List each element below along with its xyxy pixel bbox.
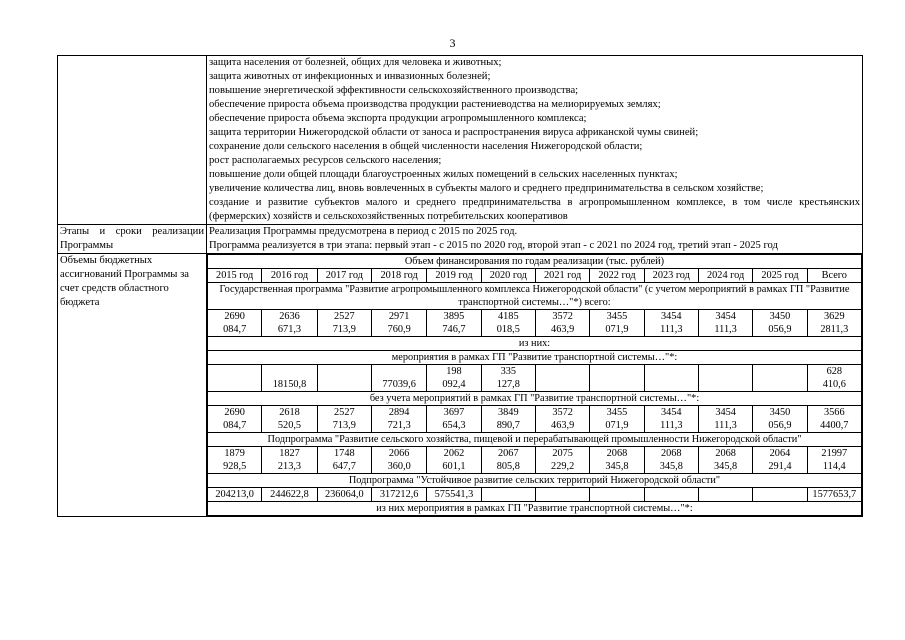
subprogram-2-title: Подпрограмма "Устойчивое развитие сельских территорий Нижегородской области" [208, 474, 862, 488]
value-line: 084,7 [223, 324, 247, 335]
value-line: 2062 [443, 448, 465, 459]
value-line: 3450 [769, 407, 791, 418]
value-line [590, 365, 643, 378]
years-row [208, 269, 862, 283]
value-line [536, 378, 589, 391]
value-line: 127,8 [496, 379, 520, 390]
value-cell [317, 310, 371, 337]
value-line: 2636 [279, 311, 300, 322]
value-line: 760,9 [387, 324, 411, 335]
stages-line-2: Программа реализуется в три этапа: первый этап - с 2015 по 2020 год, второй этап - с 2021 по 2024 год, третий этап - 2025 год [209, 240, 778, 251]
value-cell [262, 365, 317, 392]
value-line: 77039,6 [382, 379, 416, 390]
value-line: 2618 [279, 407, 300, 418]
value-line: 520,5 [277, 420, 302, 431]
value-line: 601,1 [442, 461, 466, 472]
value-line: 2068 [606, 448, 628, 459]
value-line: 3572 [552, 311, 573, 322]
goal-item: защита населения от болезней, общих для человека и животных; [209, 57, 502, 68]
value-line [753, 378, 806, 391]
value-cell: 575541,3 [427, 488, 481, 502]
value-cell [644, 310, 698, 337]
value-cell [698, 447, 752, 474]
value-line: 18150,8 [272, 379, 307, 390]
value-line: 3895 [443, 311, 465, 322]
goal-item: увеличение количества лиц, вновь вовлеченных в субъекты малого и среднего предпринимательства в сельском хозяйстве; [209, 183, 764, 194]
transport-title: мероприятия в рамках ГП "Развитие транспортной системы…"*: [208, 351, 862, 365]
value-line: 2527 [334, 407, 355, 418]
value-line [208, 378, 261, 391]
value-line: 291,4 [768, 461, 792, 472]
value-line: 3455 [606, 407, 628, 418]
value-line: 805,8 [496, 461, 520, 472]
value-line: 713,9 [332, 420, 356, 431]
value-cell [644, 406, 698, 433]
value-cell [590, 447, 644, 474]
value-line: 345,8 [659, 461, 683, 472]
value-cell [753, 365, 807, 392]
value-line: 198 [446, 366, 462, 377]
value-cell [317, 365, 371, 392]
value-line [318, 378, 371, 391]
stages-line-1: Реализация Программы предусмотрена в период с 2015 по 2025 год. [209, 226, 518, 237]
value-cell [698, 406, 752, 433]
value-cell [698, 365, 752, 392]
value-cell [644, 488, 698, 502]
value-cell [535, 365, 589, 392]
value-cell [535, 447, 589, 474]
value-cell [753, 447, 807, 474]
value-cell [807, 310, 861, 337]
stages-row [58, 225, 863, 254]
value-cell [427, 365, 481, 392]
value-cell: 236064,0 [317, 488, 371, 502]
value-line: 092,4 [442, 379, 466, 390]
year-header: 2022 год [590, 269, 644, 283]
year-header: Всего [807, 269, 861, 283]
value-line: 071,9 [605, 420, 629, 431]
value-cell: 204213,0 [208, 488, 262, 502]
value-cell [535, 488, 589, 502]
value-line: 335 [500, 366, 517, 377]
value-cell [427, 447, 481, 474]
value-line: 1827 [279, 448, 300, 459]
financing-table [207, 254, 862, 516]
value-line: 3697 [443, 407, 465, 418]
value-line [536, 365, 589, 378]
value-line: 713,9 [332, 324, 356, 335]
value-cell: 317212,6 [371, 488, 426, 502]
value-line: 4185 [498, 311, 519, 322]
value-cell [753, 310, 807, 337]
value-line: 345,8 [714, 461, 738, 472]
value-cell [262, 447, 317, 474]
value-line [699, 378, 752, 391]
value-cell [371, 406, 426, 433]
value-line: 114,4 [822, 461, 846, 472]
value-cell [753, 406, 807, 433]
financing-header: Объем финансирования по годам реализации (тыс. рублей) [208, 255, 862, 269]
value-line: 463,9 [551, 420, 575, 431]
stages-cell [207, 225, 863, 254]
value-line: 746,7 [442, 324, 466, 335]
value-cell [371, 447, 426, 474]
value-line: 2527 [334, 311, 355, 322]
value-cell [590, 365, 644, 392]
value-cell [317, 447, 371, 474]
year-header: 2016 год [262, 269, 317, 283]
of-which-label: из них: [208, 337, 862, 351]
value-line: 229,2 [551, 461, 575, 472]
value-line: 2068 [660, 448, 682, 459]
value-cell [371, 365, 426, 392]
value-line: 654,3 [442, 420, 466, 431]
goal-item: повышение доли общей площади благоустроенных жилых помещений в сельских населенных пунктах; [209, 169, 678, 180]
page-number: 3 [449, 36, 456, 50]
value-line: 2811,3 [820, 324, 849, 335]
value-line: 2068 [715, 448, 736, 459]
budget-cell [207, 254, 863, 517]
value-cell [481, 488, 535, 502]
value-line [645, 378, 698, 391]
goals-label-cell [58, 56, 207, 225]
value-line [372, 365, 426, 378]
value-cell [590, 406, 644, 433]
value-line: 3454 [715, 407, 736, 418]
budget-row [58, 254, 863, 517]
value-line [208, 365, 261, 378]
value-cell [481, 447, 535, 474]
year-header: 2023 год [644, 269, 698, 283]
value-line: 345,8 [605, 461, 629, 472]
goal-item: защита животных от инфекционных и инвазионных болезней; [209, 71, 491, 82]
value-line: 2066 [388, 448, 410, 459]
value-cell [481, 406, 535, 433]
value-line [645, 365, 698, 378]
without-transport-values-row [208, 406, 862, 433]
value-line [699, 365, 752, 378]
value-cell [262, 406, 317, 433]
subprogram-2-transport-title: из них мероприятия в рамках ГП "Развитие транспортной системы…"*: [208, 502, 862, 516]
value-line: 3849 [498, 407, 519, 418]
value-line: 056,9 [768, 324, 792, 335]
value-line: 360,0 [387, 461, 411, 472]
value-line [753, 365, 806, 378]
value-line: 928,5 [223, 461, 247, 472]
value-cell [807, 406, 861, 433]
value-cell [590, 488, 644, 502]
value-line: 3454 [660, 407, 682, 418]
value-line: 3454 [660, 311, 682, 322]
year-header: 2024 год [698, 269, 752, 283]
value-line: 018,5 [496, 324, 520, 335]
stages-label: Этапы и сроки реализации Программы [58, 225, 207, 254]
value-cell [371, 310, 426, 337]
value-cell [208, 310, 262, 337]
value-cell [208, 365, 262, 392]
value-line: 671,3 [277, 324, 302, 335]
value-line: 890,7 [496, 420, 520, 431]
value-cell [208, 447, 262, 474]
passport-table [57, 55, 863, 517]
value-line: 213,3 [277, 461, 302, 472]
value-line: 2894 [388, 407, 410, 418]
value-cell [590, 310, 644, 337]
value-cell: 1577653,7 [807, 488, 861, 502]
gp-title: Государственная программа "Развитие агропромышленного комплекса Нижегородской области" (с учетом мероприятий в рамках ГП "Развитие транспортной системы…"*) всего: [208, 283, 862, 310]
value-line: 1879 [224, 448, 245, 459]
value-line: 111,3 [714, 324, 737, 335]
goals-cell [207, 56, 863, 225]
value-line: 2690 [224, 311, 245, 322]
value-cell [535, 406, 589, 433]
budget-label: Объемы бюджетных ассигнований Программы за счет средств областного бюджета [58, 254, 207, 517]
value-line: 111,3 [660, 420, 683, 431]
value-cell [208, 406, 262, 433]
transport-values-row [208, 365, 862, 392]
value-line: 3572 [552, 407, 573, 418]
value-line: 071,9 [605, 324, 629, 335]
value-cell [317, 406, 371, 433]
value-line: 2075 [552, 448, 573, 459]
value-line: 1748 [334, 448, 355, 459]
goal-item: обеспечение прироста объема производства продукции растениеводства на мелиорируемых землях; [209, 99, 661, 110]
year-header: 2017 год [317, 269, 371, 283]
value-line [318, 365, 371, 378]
value-line: 4400,7 [820, 420, 849, 431]
value-cell [262, 310, 317, 337]
value-line: 2971 [388, 311, 410, 322]
value-line: 21997 [821, 448, 848, 459]
goal-item: обеспечение прироста объема экспорта продукции агропромышленного комплекса; [209, 113, 587, 124]
year-header: 2015 год [208, 269, 262, 283]
value-cell [481, 310, 535, 337]
value-cell [698, 488, 752, 502]
value-cell [753, 488, 807, 502]
value-line: 111,3 [714, 420, 737, 431]
goal-item: защита территории Нижегородской области от заноса и распространения вируса африканской чумы свиней; [209, 127, 699, 138]
value-cell [807, 447, 861, 474]
value-line: 3454 [715, 311, 736, 322]
without-transport-title: без учета мероприятий в рамках ГП "Развитие транспортной системы…"*: [208, 392, 862, 406]
value-cell [481, 365, 535, 392]
value-cell [535, 310, 589, 337]
value-line: 3566 [824, 407, 845, 418]
value-line: 3455 [606, 311, 628, 322]
value-line: 2690 [224, 407, 245, 418]
year-header: 2021 год [535, 269, 589, 283]
value-cell [427, 310, 481, 337]
value-line: 3450 [769, 311, 791, 322]
value-line: 410,6 [822, 379, 846, 390]
value-line: 3629 [824, 311, 845, 322]
value-line [262, 365, 316, 378]
value-cell [644, 447, 698, 474]
year-header: 2018 год [371, 269, 426, 283]
value-line: 084,7 [223, 420, 247, 431]
subprogram-1-values-row [208, 447, 862, 474]
goal-item: создание и развитие субъектов малого и среднего предпринимательства в агропромышленном комплексе, в том числе крестьянских (фермерских) хозяйств и сельскохозяйственных потребительских кооперативов [209, 197, 860, 222]
value-line: 111,3 [660, 324, 683, 335]
goal-item: сохранение доли сельского населения в общей численности населения Нижегородской области; [209, 141, 643, 152]
value-cell [698, 310, 752, 337]
value-line [590, 378, 643, 391]
value-line: 721,3 [387, 420, 411, 431]
value-line: 628 [826, 366, 843, 377]
goal-item: повышение энергетической эффективности сельскохозяйственного производства; [209, 85, 579, 96]
value-cell: 244622,8 [262, 488, 317, 502]
value-line: 056,9 [768, 420, 792, 431]
year-header: 2020 год [481, 269, 535, 283]
value-cell [644, 365, 698, 392]
value-cell [427, 406, 481, 433]
goal-item: рост располагаемых ресурсов сельского населения; [209, 155, 442, 166]
value-cell [807, 365, 861, 392]
subprogram-2-values-row [208, 488, 862, 502]
gp-values-row [208, 310, 862, 337]
goals-row [58, 56, 863, 225]
year-header: 2025 год [753, 269, 807, 283]
subprogram-1-title: Подпрограмма "Развитие сельского хозяйства, пищевой и перерабатывающей промышленности Нижегородской области" [208, 433, 862, 447]
value-line: 463,9 [551, 324, 575, 335]
value-line: 2064 [769, 448, 791, 459]
value-line: 2067 [498, 448, 519, 459]
year-header: 2019 год [427, 269, 481, 283]
value-line: 647,7 [332, 461, 356, 472]
